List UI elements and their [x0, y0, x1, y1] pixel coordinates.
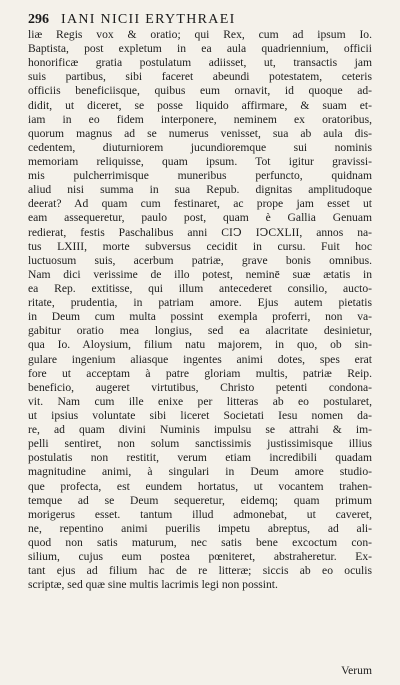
text-line: Baptista, post expletum in ea aula quadriennium, officii: [28, 42, 372, 56]
text-line: liæ Regis vox & oratio; qui Rex, cum ad ipsum Io.: [28, 28, 372, 41]
text-line: gabitur oratio mea longius, sed ea alacritate desinietur,: [28, 324, 372, 338]
text-line: ritate, prudentia, in patriam amore. Ejus autem pietatis: [28, 296, 372, 310]
text-line: silium, cujus eum postea pœniteret, abstraheretur. Ex-: [28, 550, 372, 564]
text-line: officiis beneficiisque, quibus eum ornavit, id quoque ad-: [28, 84, 372, 98]
text-line: scriptæ, sed quæ sine multis lacrimis legi non possint.: [28, 578, 278, 592]
text-line: redierat, festis Paschalibus anni CIↃ IↃCXLII, annos na-: [28, 225, 372, 239]
text-line: pelli sentiret, non solum sanctissimis justissimisque illius: [28, 437, 372, 451]
text-line: memoriam reliquisse, quam ipsum. Tot igitur gravissi-: [28, 154, 372, 168]
text-line: fore ut acceptam à patre gloriam multis, patriæ Reip.: [28, 366, 372, 380]
text-line: postulatis non restitit, verum etiam incredibili quadam: [28, 451, 372, 465]
text-line: ea Rep. extitisse, qui illum antecederet consilio, aucto-: [28, 281, 372, 295]
text-line: deerat? Ad quam cum festinaret, ac prope jam esset ut: [28, 197, 372, 211]
text-line: temque ad se Deum sequeretur, eidemq; quam primum: [28, 493, 372, 507]
text-line: vit. Nam cum ille enixe per litteras ab eo postularet,: [28, 394, 372, 408]
text-line: luctuosum suis, acerbum patriæ, grave bonis omnibus.: [28, 253, 372, 267]
text-line: re, ad quam divini Numinis impulsu se attrahi & im-: [28, 423, 372, 437]
text-line: ne, repentino animi puerilis impetu abreptus, ad ali-: [28, 521, 372, 535]
text-line: iam in eo fidem interponere, neminem ex oratoribus,: [28, 112, 372, 126]
text-line: quod non satis maturum, nec satis bene excoctum con-: [28, 535, 372, 549]
page-number: 296: [28, 12, 49, 27]
text-line: mis pulcherrimisque muneribus perfuncto, quidnam: [28, 169, 372, 183]
text-line: Nam dici verissime de illo potest, neminē suæ ætatis in: [28, 267, 372, 281]
text-line: in Deum cum multa possint exempla proferri, non va-: [28, 310, 372, 324]
text-line: gulare ingenium aliasque ingentes animi dotes, spes erat: [28, 352, 372, 366]
text-line: didit, ut diceret, se posse liquido affirmare, & suam et-: [28, 98, 372, 112]
text-line: aliud nisi summa in sua Repub. dignitas amplitudoque: [28, 183, 372, 197]
text-line: quorum magnus ad se numerus venisset, sua ab aula dis-: [28, 126, 372, 140]
text-line: eam assequeretur, paulo post, quam è Gallia Genuam: [28, 211, 372, 225]
text-line: morigerus esset. tantum illud admonebat, ut caveret,: [28, 507, 372, 521]
text-line: qua Io. Aloysium, filium natu majorem, in quo, ob sin-: [28, 338, 372, 352]
text-line: ut ipsius voluntate sibi liceret Societati Iesu nomen da-: [28, 408, 372, 422]
text-line: tus LXIII, morte subversus cecidit in cursu. Fuit hoc: [28, 239, 372, 253]
text-line: cedentem, diuturniorem jucundioremque sui nominis: [28, 140, 372, 154]
text-line: que profecta, est eundem hortatus, ut vocantem trahen-: [28, 479, 372, 493]
text-line: suis partibus, sibi faceret abeundi potestatem, ceteris: [28, 70, 372, 84]
text-line: beneficio, augeret virtutibus, Christo petenti condona-: [28, 380, 372, 394]
text-line: tant ejus ad filium hac de re litteræ; siccis ab eo oculis: [28, 564, 372, 578]
text-line: honorificæ gratia postulatum adiisset, ut, transactis jam: [28, 56, 372, 70]
text-line: magnitudine animi, à singulari in Deum amore studio-: [28, 465, 372, 479]
catchword: Verum: [341, 664, 372, 677]
running-head: IANI NICII ERYTHRAEI: [61, 12, 236, 27]
body-text: [28, 28, 372, 658]
